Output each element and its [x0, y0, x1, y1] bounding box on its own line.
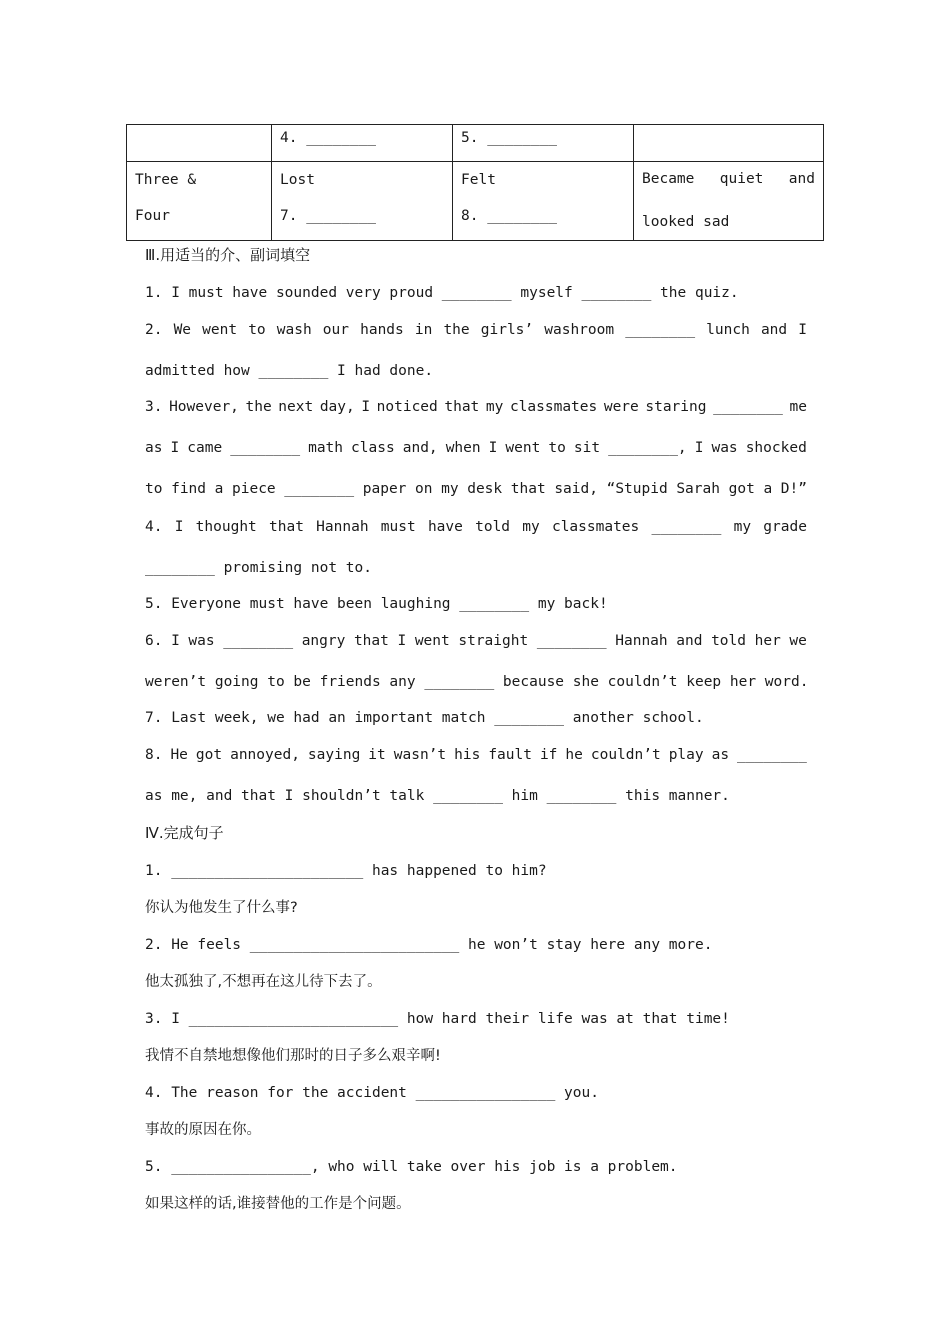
word: the	[443, 322, 470, 338]
word: quiet	[719, 171, 764, 187]
word: to	[145, 481, 163, 497]
table-row	[127, 162, 824, 241]
exercise-line: 5. Everyone must have been laughing ________ my back!	[145, 596, 608, 612]
sentence-english: 2. He feels ________________________ he won’t stay here any more.	[145, 937, 713, 953]
word: classmates	[509, 399, 598, 415]
word: have	[427, 519, 463, 535]
cell-line: 8. ________	[461, 208, 558, 224]
cell-line: Lost	[280, 172, 315, 188]
word: was	[188, 633, 215, 649]
word: math	[308, 440, 344, 456]
word: angry	[301, 633, 346, 649]
word: Became	[642, 171, 695, 187]
word: Sarah	[676, 481, 720, 497]
exercise-line: 7. Last week, we had an important match ________ another school.	[145, 710, 704, 726]
word: and	[676, 633, 703, 649]
exercise-line	[145, 517, 807, 537]
word: his	[454, 747, 481, 763]
word: I	[694, 440, 704, 456]
word: play	[668, 747, 704, 763]
word: I	[488, 440, 498, 456]
word: her	[754, 633, 781, 649]
word: he	[565, 747, 583, 763]
word: lunch	[706, 322, 750, 338]
word: it	[368, 747, 386, 763]
word: I	[397, 633, 407, 649]
cell-line: Felt	[461, 172, 496, 188]
word: ________	[536, 633, 607, 649]
word: He	[170, 747, 188, 763]
word: D!”	[780, 481, 807, 497]
word: went	[505, 440, 541, 456]
exercise-line: admitted how ________ I had done.	[145, 363, 434, 379]
word: got	[195, 747, 223, 763]
word: shocked	[745, 440, 807, 456]
word: as	[711, 747, 730, 763]
word: grade	[763, 519, 807, 535]
word: straight	[458, 633, 529, 649]
word: class	[351, 440, 395, 456]
word: “Stupid	[606, 481, 668, 497]
word: washroom	[544, 322, 615, 338]
word: me	[789, 399, 807, 415]
cell-line: looked sad	[642, 214, 730, 230]
word: my	[522, 519, 540, 535]
table-row	[127, 125, 824, 162]
word: our	[322, 322, 349, 338]
table-cell	[634, 125, 824, 162]
word: a	[214, 481, 224, 497]
word: ________	[230, 440, 301, 456]
exercise-line: 1. I must have sounded very proud ________ myself ________ the quiz.	[145, 285, 739, 301]
word: my	[441, 481, 459, 497]
word: my	[733, 519, 752, 535]
sentence-chinese: 如果这样的话,谁接替他的工作是个问题。	[145, 1196, 411, 1212]
sentence-english: 1. ______________________ has happened to him?	[145, 863, 547, 879]
sentence-chinese: 你认为他发生了什么事?	[145, 900, 298, 916]
sentence-chinese: 我情不自禁地想像他们那时的日子多么艰辛啊!	[145, 1048, 441, 1064]
word: went	[414, 633, 450, 649]
word: However,	[169, 399, 239, 415]
word: I	[171, 633, 180, 649]
word: on	[415, 481, 433, 497]
exercise-line	[145, 320, 807, 340]
word: ________	[223, 633, 294, 649]
word: when	[445, 440, 481, 456]
word: annoyed,	[230, 747, 300, 763]
word: thought	[195, 519, 257, 535]
exercise-line	[145, 631, 807, 651]
answer-table	[126, 124, 824, 241]
word: sit	[573, 440, 601, 456]
table-cell	[634, 162, 824, 241]
word: and	[760, 322, 788, 338]
table-cell: 4. ________	[272, 125, 453, 162]
word: to	[548, 440, 566, 456]
word: that	[510, 481, 546, 497]
word: and,	[402, 440, 438, 456]
word: ________	[651, 519, 722, 535]
word: in	[414, 322, 433, 338]
word: got	[728, 481, 755, 497]
word: staring	[645, 399, 707, 415]
sentence-chinese: 他太孤独了,不想再在这儿待下去了。	[145, 974, 382, 990]
word: if	[539, 747, 558, 763]
word: Hannah	[316, 519, 369, 535]
word: came	[187, 440, 223, 456]
word: next	[278, 399, 314, 415]
table-cell	[272, 162, 453, 241]
exercise-line: as me, and that I shouldn’t talk ________ him ________ this manner.	[145, 788, 730, 804]
word: wash	[276, 322, 312, 338]
word: 3.	[145, 399, 163, 415]
word: were	[603, 399, 639, 415]
section-heading: Ⅲ.用适当的介、副词填空	[145, 246, 311, 264]
table-cell	[127, 162, 272, 241]
word: girls’	[480, 322, 534, 338]
word: find	[171, 481, 207, 497]
word: piece	[232, 481, 276, 497]
exercise-line	[145, 397, 807, 417]
word: that	[353, 633, 389, 649]
word: I	[798, 322, 807, 338]
word: 6.	[145, 633, 163, 649]
exercise-line: ________ promising not to.	[145, 560, 372, 576]
sentence-english: 3. I ________________________ how hard their life was at that time!	[145, 1011, 730, 1027]
word: ________,	[608, 440, 687, 456]
exercise-line	[145, 479, 807, 499]
table-cell: 5. ________	[453, 125, 634, 162]
word: ________	[737, 747, 807, 763]
sentence-english: 5. ________________, who will take over his job is a problem.	[145, 1159, 678, 1175]
word: told	[475, 519, 511, 535]
table-cell	[127, 125, 272, 162]
word: 2.	[145, 322, 163, 338]
sentence-english: 4. The reason for the accident ________________ you.	[145, 1085, 599, 1101]
word: We	[173, 322, 192, 338]
word: I	[174, 519, 184, 535]
word: ________	[284, 481, 355, 497]
word: hands	[360, 322, 404, 338]
word: ________	[625, 322, 696, 338]
word: day,	[319, 399, 355, 415]
word: and	[788, 171, 815, 187]
word: as	[145, 440, 163, 456]
word: classmates	[551, 519, 640, 535]
word: Hannah	[615, 633, 668, 649]
word: a	[763, 481, 773, 497]
word: must	[380, 519, 416, 535]
cell-line	[642, 164, 815, 200]
word: my	[485, 399, 504, 415]
word: 8.	[145, 747, 163, 763]
word: 4.	[145, 519, 163, 535]
word: that	[444, 399, 480, 415]
word: wasn’t	[393, 747, 447, 763]
word: went	[202, 322, 238, 338]
table-cell	[453, 162, 634, 241]
word: couldn’t	[590, 747, 661, 763]
exercise-line	[145, 438, 807, 458]
word: we	[789, 633, 807, 649]
word: the	[245, 399, 272, 415]
cell-line: Four	[135, 208, 170, 224]
word: that	[269, 519, 304, 535]
word: I	[361, 399, 371, 415]
cell-line: 7. ________	[280, 208, 377, 224]
word: I	[170, 440, 180, 456]
section-heading: Ⅳ.完成句子	[145, 824, 224, 842]
word: told	[711, 633, 746, 649]
word: saying	[307, 747, 361, 763]
sentence-chinese: 事故的原因在你。	[145, 1122, 261, 1138]
word: to	[248, 322, 266, 338]
word: noticed	[376, 399, 438, 415]
cell-line: Three &	[135, 172, 197, 188]
word: said,	[554, 481, 598, 497]
word: was	[711, 440, 738, 456]
word: desk	[467, 481, 503, 497]
exercise-line: weren’t going to be friends any ________ because she couldn’t keep her word.	[145, 674, 809, 690]
word: paper	[362, 481, 407, 497]
word: ________	[713, 399, 783, 415]
word: fault	[488, 747, 532, 763]
exercise-line	[145, 745, 807, 765]
